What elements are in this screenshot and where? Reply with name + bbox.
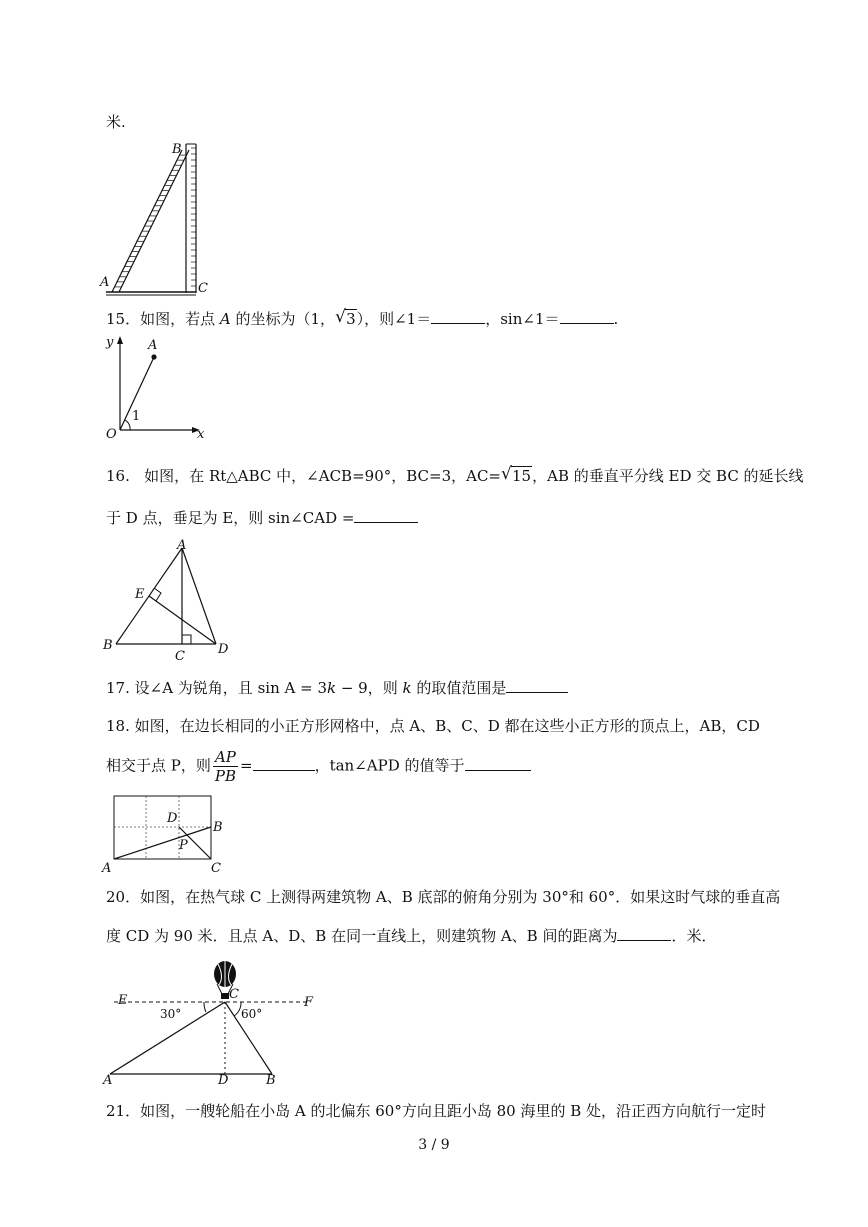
- triangle-label-d: D: [218, 642, 229, 657]
- coord-label-x: x: [197, 427, 205, 442]
- q21-text: 如图，一艘轮船在小岛 A 的北偏东 60°方向且距小岛 80 海里的 B 处，沿正西方向航行一定时: [140, 1102, 767, 1120]
- q20-text-b: ．米．: [671, 927, 717, 945]
- coord-label-angle: 1: [132, 409, 141, 424]
- triangle-figure: [100, 540, 240, 665]
- page-number: 3 / 9: [418, 1137, 450, 1153]
- q20-text-a: 度 CD 为 90 米．且点 A、D、B 在同一直线上，则建筑物 A、B 间的距离为: [106, 927, 618, 945]
- q20-line-1-text: 如图，在热气球 C 上测得两建筑物 A、B 底部的俯角分别为 30°和 60°．如果这时气球的垂直高: [140, 888, 781, 906]
- q20-blank: [617, 926, 671, 941]
- q18-text-c: ，tan∠APD 的值等于: [314, 756, 465, 775]
- q17-blank: [506, 678, 568, 693]
- q15-text-d: ，sin∠1＝: [485, 310, 560, 328]
- q17-var-k2: k: [402, 679, 412, 697]
- q17-var-k: k: [326, 679, 337, 697]
- coordinate-figure: [100, 334, 220, 444]
- q18-blank-ratio: [253, 756, 315, 771]
- ladder-label-c: C: [198, 281, 208, 296]
- ladder-label-b: B: [172, 142, 182, 157]
- q15-number: 15．: [106, 310, 141, 328]
- q17-text-a: 设∠A 为锐角，且 sin A = 3: [134, 679, 327, 697]
- balloon-label-60: 60°: [241, 1007, 263, 1021]
- question-18-line-2: [106, 748, 531, 785]
- balloon-label-e: E: [118, 993, 128, 1008]
- triangle-label-b: B: [103, 638, 113, 653]
- q15-text-c: ），则∠1＝: [356, 310, 432, 328]
- top-fragment: 米.: [106, 113, 126, 131]
- q15-text-a: 如图，若点: [140, 310, 216, 328]
- q15-text-b: 的坐标为（1，: [235, 310, 336, 328]
- question-20-line-1: [106, 887, 780, 907]
- question-16-line-2: [106, 508, 418, 528]
- balloon-figure: [100, 958, 320, 1088]
- balloon-label-f: F: [304, 995, 314, 1010]
- coord-label-y: y: [106, 335, 114, 350]
- q16-sqrt: √ 15: [501, 464, 532, 485]
- q16-number: 16.: [106, 467, 130, 485]
- grid-figure: [100, 790, 240, 876]
- q18-fraction: $\frac{AP}{PB}$: [214, 748, 236, 785]
- grid-label-c: C: [211, 861, 221, 876]
- q21-number: 21．: [106, 1102, 141, 1120]
- q17-number: 17.: [106, 679, 130, 697]
- q15-text-e: .: [613, 310, 619, 328]
- grid-label-b: B: [213, 820, 223, 835]
- ladder-figure: [100, 138, 220, 298]
- q16-line-2-text: 于 D 点，垂足为 E，则 sin∠CAD =: [106, 509, 355, 527]
- q17-text-d: 的取值范围是: [416, 679, 507, 697]
- q20-number: 20．: [106, 888, 141, 906]
- q16-blank: [354, 508, 418, 523]
- q15-blank-angle: [431, 309, 485, 324]
- q17-text-b: − 9: [336, 679, 368, 697]
- question-20-line-2: [106, 926, 717, 946]
- q15-sqrt: √ 3: [335, 307, 356, 328]
- q18-text-b: =: [240, 756, 253, 775]
- q18-blank-tan: [465, 756, 531, 771]
- balloon-label-d: D: [218, 1073, 229, 1088]
- q15-blank-sin: [560, 309, 614, 324]
- ladder-label-a: A: [100, 275, 110, 290]
- balloon-label-b: B: [266, 1073, 276, 1088]
- q18-line-1-text: 如图，在边长相同的小正方形网格中，点 A、B、C、D 都在这些小正方形的顶点上，AB，CD: [134, 717, 760, 735]
- balloon-label-c: C: [229, 987, 239, 1002]
- question-17: [106, 678, 568, 698]
- triangle-label-c: C: [175, 649, 185, 664]
- question-21: [106, 1101, 766, 1121]
- triangle-label-a: A: [177, 538, 187, 553]
- q17-text-c: ，则: [367, 679, 398, 697]
- q16-text-a: 如图，在 Rt△ABC 中，∠ACB=90°，BC=3，AC=: [144, 467, 502, 485]
- q16-text-b: ，AB 的垂直平分线 ED 交 BC 的延长线: [532, 467, 804, 485]
- q18-number: 18.: [106, 717, 130, 735]
- coord-label-a: A: [148, 338, 158, 353]
- balloon-label-a: A: [103, 1073, 113, 1088]
- question-15: [106, 309, 618, 329]
- q18-text-a: 相交于点 P，则: [106, 756, 211, 775]
- question-16-line-1: [106, 466, 804, 486]
- coord-label-o: O: [106, 427, 117, 442]
- triangle-label-e: E: [135, 587, 145, 602]
- q15-var-a: A: [219, 310, 231, 328]
- balloon-label-30: 30°: [160, 1007, 182, 1021]
- question-18-line-1: [106, 716, 760, 736]
- grid-label-a: A: [102, 861, 112, 876]
- grid-label-p: P: [179, 838, 188, 853]
- grid-label-d: D: [167, 811, 178, 826]
